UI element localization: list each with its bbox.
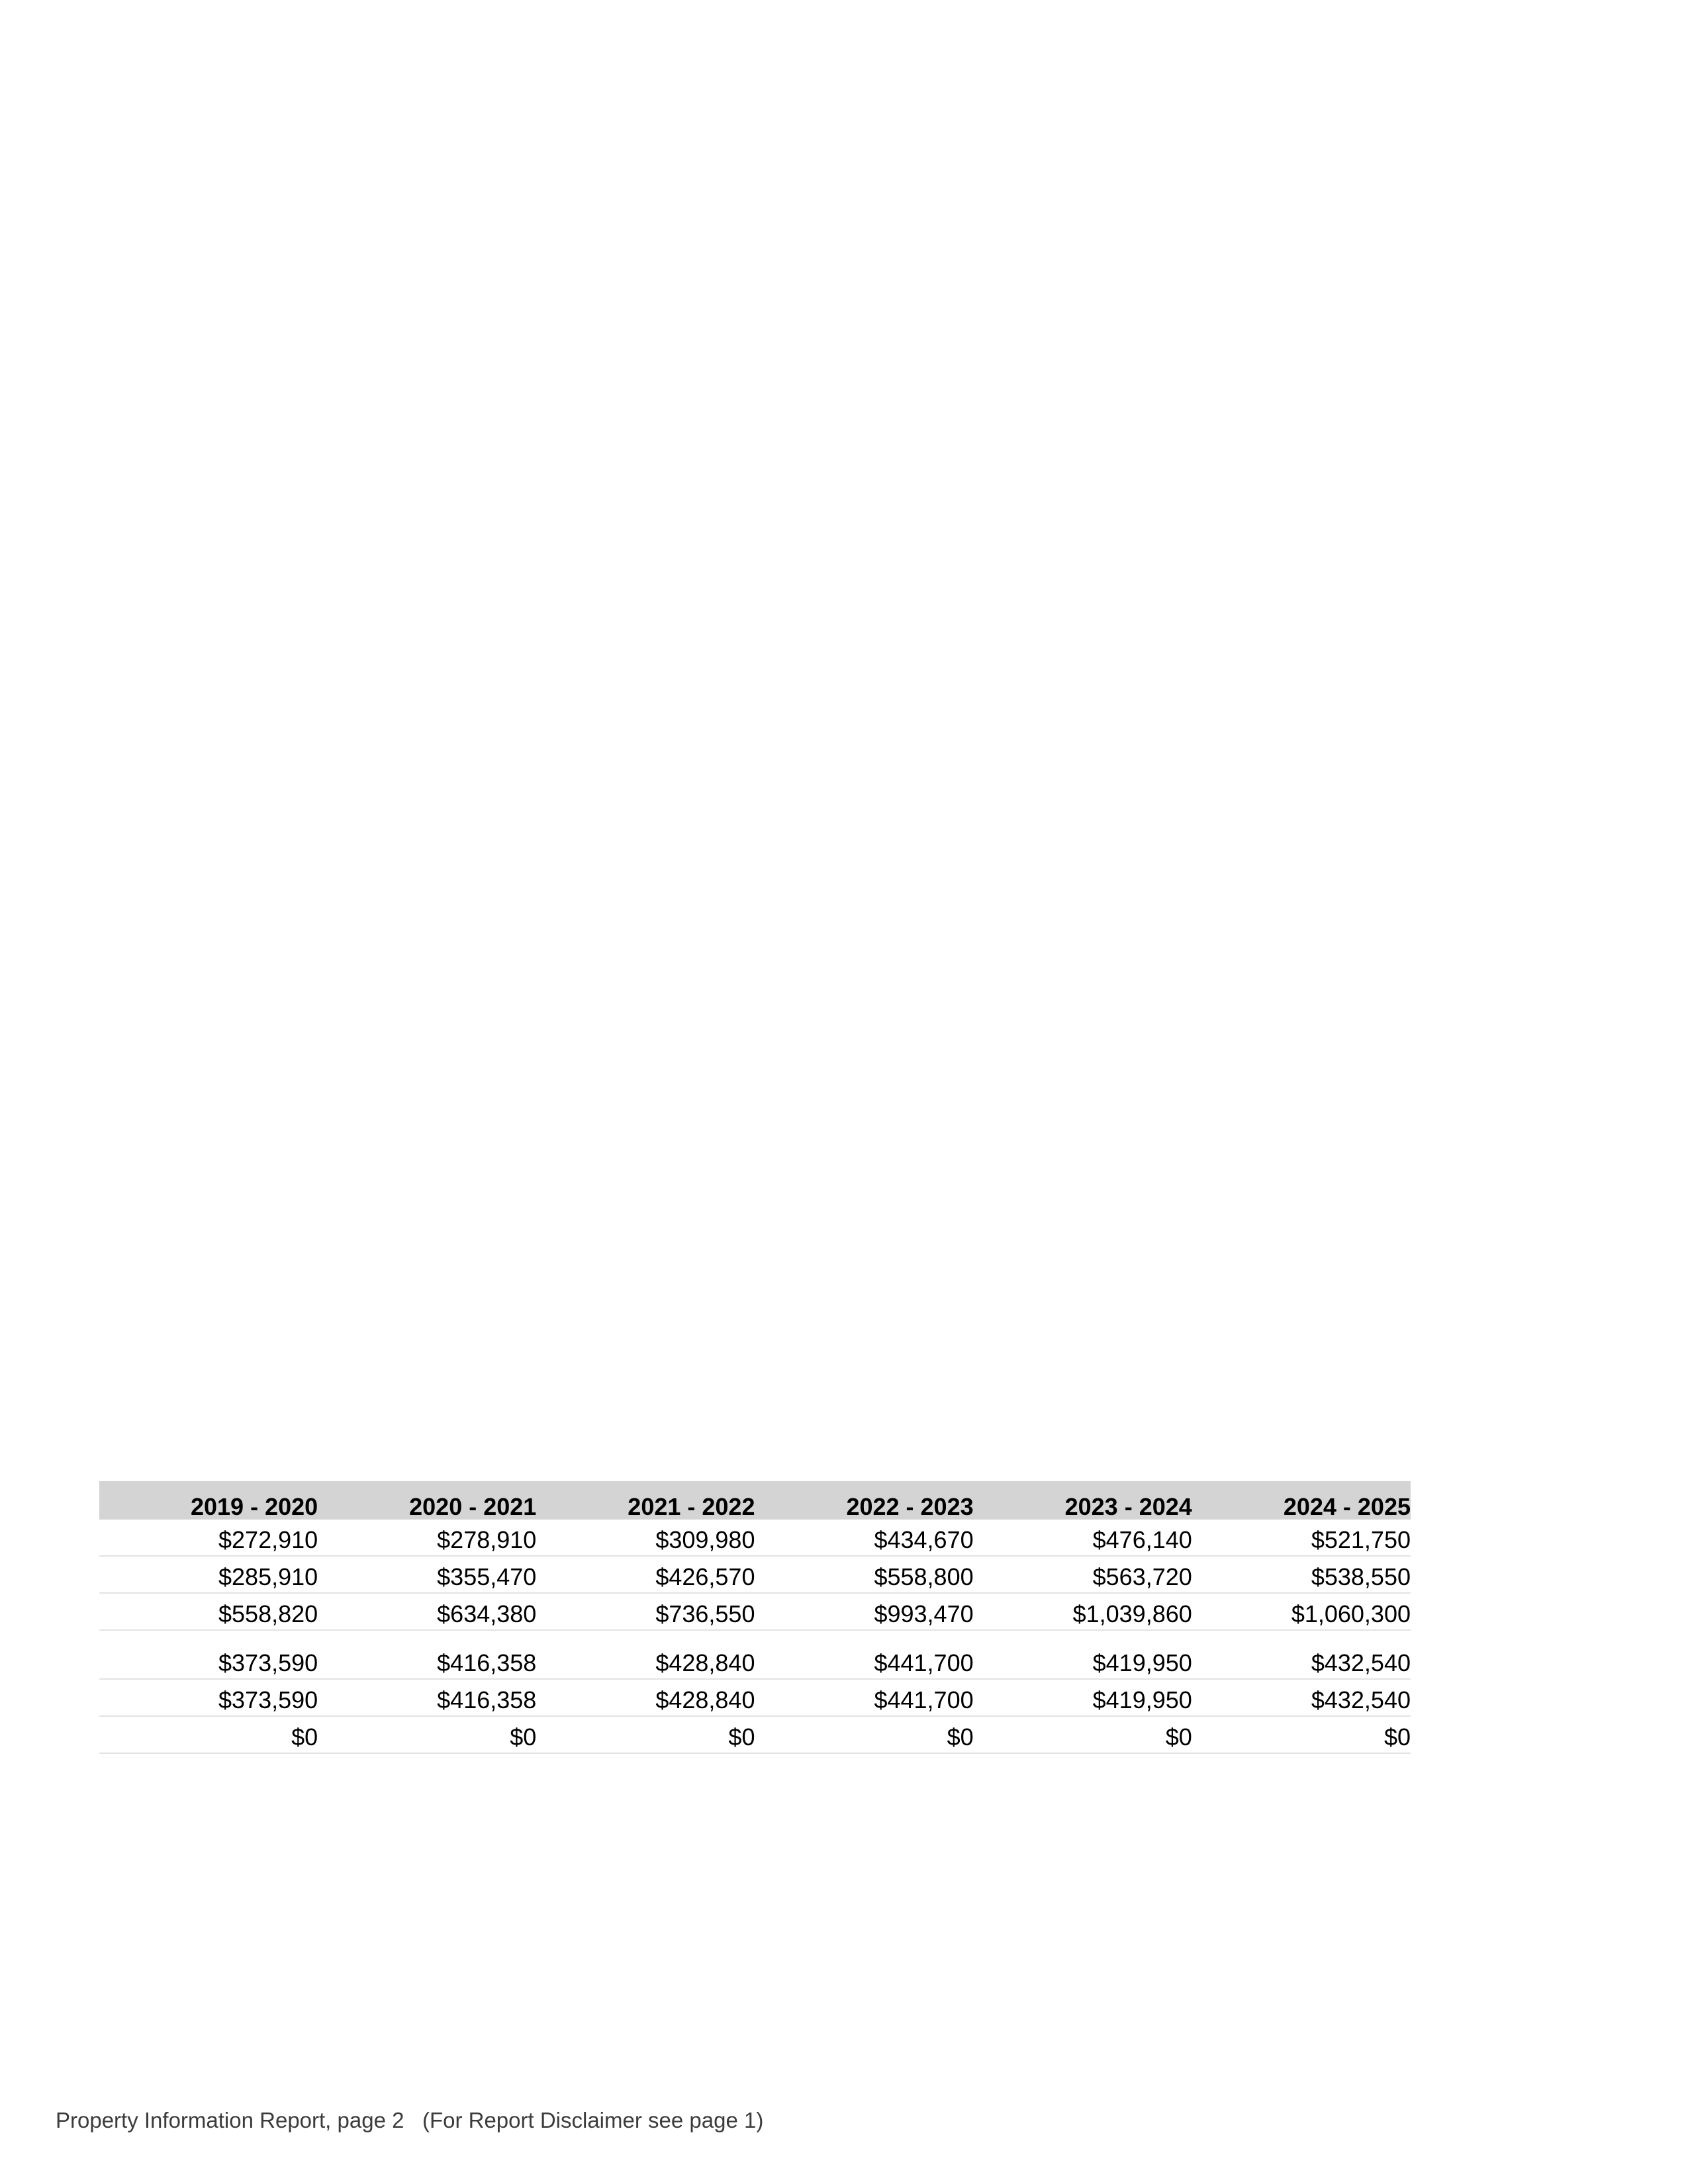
table-cell: $432,540 [1192,1679,1411,1716]
assessment-values-table [99,1481,1411,1754]
table-cell: $0 [755,1716,973,1753]
column-header: 2020 - 2021 [409,1493,537,1520]
table-cell: $0 [1192,1716,1411,1753]
column-header: 2024 - 2025 [1283,1493,1411,1520]
table-cell: $521,750 [1192,1520,1411,1556]
table-cell: $0 [536,1716,755,1753]
table-row [99,1630,1411,1679]
table-cell: $736,550 [536,1593,755,1630]
table-cell: $441,700 [755,1630,973,1679]
table-row [99,1520,1411,1556]
table-row [99,1679,1411,1716]
table-cell: $426,570 [536,1556,755,1593]
table-cell: $0 [318,1716,536,1753]
column-header: 2022 - 2023 [846,1493,974,1520]
table-row [99,1556,1411,1593]
table-cell: $278,910 [318,1520,536,1556]
table-cell: $558,820 [99,1593,318,1630]
table-cell: $1,039,860 [974,1593,1192,1630]
table-cell: $558,800 [755,1556,973,1593]
table-cell: $419,950 [974,1679,1192,1716]
table-cell: $428,840 [536,1679,755,1716]
table-cell: $285,910 [99,1556,318,1593]
table-cell: $309,980 [536,1520,755,1556]
table-cell: $634,380 [318,1593,536,1630]
table-cell: $419,950 [974,1630,1192,1679]
column-header: 2023 - 2024 [1064,1493,1192,1520]
table-cell: $416,358 [318,1679,536,1716]
table-cell: $434,670 [755,1520,973,1556]
table-cell: $428,840 [536,1630,755,1679]
table-cell: $355,470 [318,1556,536,1593]
column-header: 2021 - 2022 [628,1493,755,1520]
column-header: 2019 - 2020 [190,1493,318,1520]
table-cell: $563,720 [974,1556,1192,1593]
table-cell: $373,590 [99,1630,318,1679]
table-cell: $1,060,300 [1192,1593,1411,1630]
table-cell: $993,470 [755,1593,973,1630]
table-cell: $0 [99,1716,318,1753]
table-cell: $432,540 [1192,1630,1411,1679]
table-cell: $373,590 [99,1679,318,1716]
table-header-row [99,1481,1411,1520]
table-row [99,1716,1411,1753]
table-cell: $416,358 [318,1630,536,1679]
table-cell: $272,910 [99,1520,318,1556]
table-cell: $441,700 [755,1679,973,1716]
page-footer: Property Information Report, page 2 (For Report Disclaimer see page 1) [56,2108,764,2132]
table-row [99,1593,1411,1630]
table-cell: $538,550 [1192,1556,1411,1593]
table-cell: $476,140 [974,1520,1192,1556]
table-cell: $0 [974,1716,1192,1753]
